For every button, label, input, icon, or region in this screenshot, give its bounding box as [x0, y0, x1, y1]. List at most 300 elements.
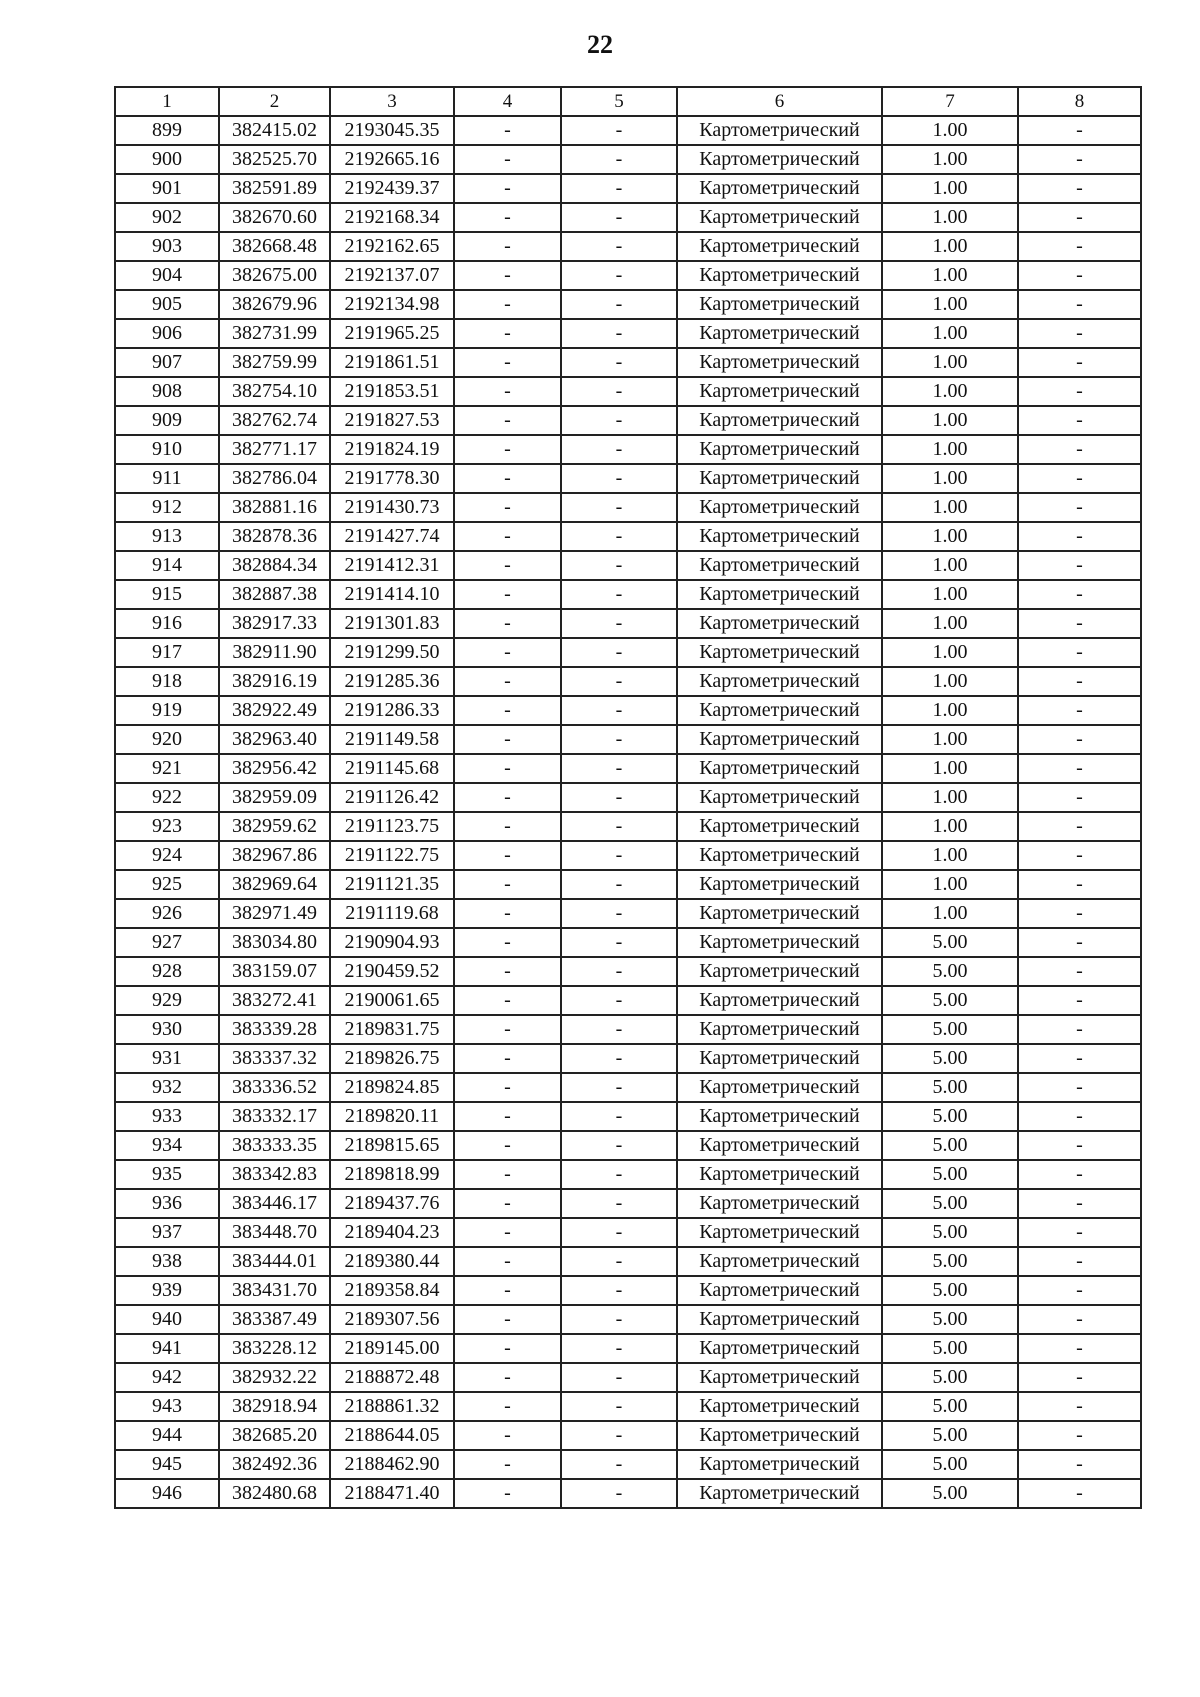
- column-header: 6: [677, 87, 882, 116]
- col4-cell: -: [454, 377, 561, 406]
- accuracy-cell: 5.00: [882, 1305, 1018, 1334]
- col8-cell: -: [1018, 609, 1141, 638]
- point-number-cell: 944: [115, 1421, 219, 1450]
- coord-x-cell: 382492.36: [219, 1450, 330, 1479]
- method-cell: Картометрический: [677, 348, 882, 377]
- table-body: [115, 116, 1141, 1508]
- col8-cell: -: [1018, 174, 1141, 203]
- accuracy-cell: 1.00: [882, 783, 1018, 812]
- col4-cell: -: [454, 435, 561, 464]
- col8-cell: -: [1018, 783, 1141, 812]
- table-row: [115, 1044, 1141, 1073]
- point-number-cell: 904: [115, 261, 219, 290]
- table-row: [115, 1276, 1141, 1305]
- col4-cell: -: [454, 261, 561, 290]
- col8-cell: -: [1018, 116, 1141, 145]
- col5-cell: -: [561, 406, 677, 435]
- col4-cell: -: [454, 696, 561, 725]
- coord-x-cell: 382967.86: [219, 841, 330, 870]
- col8-cell: -: [1018, 1044, 1141, 1073]
- method-cell: Картометрический: [677, 1479, 882, 1508]
- table-row: [115, 580, 1141, 609]
- method-cell: Картометрический: [677, 580, 882, 609]
- coord-y-cell: 2188872.48: [330, 1363, 454, 1392]
- col5-cell: -: [561, 1392, 677, 1421]
- col8-cell: -: [1018, 1073, 1141, 1102]
- table-row: [115, 261, 1141, 290]
- col5-cell: -: [561, 116, 677, 145]
- col5-cell: -: [561, 1189, 677, 1218]
- method-cell: Картометрический: [677, 1276, 882, 1305]
- point-number-cell: 902: [115, 203, 219, 232]
- point-number-cell: 907: [115, 348, 219, 377]
- col8-cell: -: [1018, 1189, 1141, 1218]
- accuracy-cell: 5.00: [882, 1479, 1018, 1508]
- col8-cell: -: [1018, 435, 1141, 464]
- coord-y-cell: 2191126.42: [330, 783, 454, 812]
- col4-cell: -: [454, 1392, 561, 1421]
- col8-cell: -: [1018, 290, 1141, 319]
- accuracy-cell: 1.00: [882, 841, 1018, 870]
- col4-cell: -: [454, 406, 561, 435]
- method-cell: Картометрический: [677, 464, 882, 493]
- method-cell: Картометрический: [677, 1392, 882, 1421]
- col5-cell: -: [561, 1479, 677, 1508]
- col4-cell: -: [454, 638, 561, 667]
- col4-cell: -: [454, 464, 561, 493]
- coord-x-cell: 382675.00: [219, 261, 330, 290]
- point-number-cell: 913: [115, 522, 219, 551]
- method-cell: Картометрический: [677, 145, 882, 174]
- table-row: [115, 928, 1141, 957]
- method-cell: Картометрический: [677, 1015, 882, 1044]
- table-row: [115, 783, 1141, 812]
- method-cell: Картометрический: [677, 1421, 882, 1450]
- col8-cell: -: [1018, 1131, 1141, 1160]
- coord-x-cell: 383339.28: [219, 1015, 330, 1044]
- coord-x-cell: 382771.17: [219, 435, 330, 464]
- point-number-cell: 906: [115, 319, 219, 348]
- coord-y-cell: 2191122.75: [330, 841, 454, 870]
- method-cell: Картометрический: [677, 1305, 882, 1334]
- coord-y-cell: 2189826.75: [330, 1044, 454, 1073]
- coord-x-cell: 382754.10: [219, 377, 330, 406]
- coord-y-cell: 2191853.51: [330, 377, 454, 406]
- col4-cell: -: [454, 725, 561, 754]
- coord-y-cell: 2192439.37: [330, 174, 454, 203]
- table-row: [115, 1392, 1141, 1421]
- col5-cell: -: [561, 870, 677, 899]
- col5-cell: -: [561, 522, 677, 551]
- accuracy-cell: 1.00: [882, 899, 1018, 928]
- point-number-cell: 926: [115, 899, 219, 928]
- accuracy-cell: 5.00: [882, 928, 1018, 957]
- col5-cell: -: [561, 261, 677, 290]
- col8-cell: -: [1018, 493, 1141, 522]
- table-row: [115, 435, 1141, 464]
- column-header: 8: [1018, 87, 1141, 116]
- accuracy-cell: 1.00: [882, 725, 1018, 754]
- point-number-cell: 916: [115, 609, 219, 638]
- coord-y-cell: 2191299.50: [330, 638, 454, 667]
- accuracy-cell: 1.00: [882, 174, 1018, 203]
- col4-cell: -: [454, 957, 561, 986]
- col4-cell: -: [454, 551, 561, 580]
- col8-cell: -: [1018, 580, 1141, 609]
- col5-cell: -: [561, 174, 677, 203]
- coord-x-cell: 382525.70: [219, 145, 330, 174]
- accuracy-cell: 1.00: [882, 348, 1018, 377]
- coord-x-cell: 382415.02: [219, 116, 330, 145]
- col4-cell: -: [454, 1363, 561, 1392]
- table-row: [115, 986, 1141, 1015]
- table-row: [115, 1421, 1141, 1450]
- coord-y-cell: 2189145.00: [330, 1334, 454, 1363]
- col5-cell: -: [561, 1073, 677, 1102]
- col8-cell: -: [1018, 870, 1141, 899]
- col5-cell: -: [561, 1334, 677, 1363]
- point-number-cell: 922: [115, 783, 219, 812]
- accuracy-cell: 1.00: [882, 812, 1018, 841]
- table-row: [115, 1305, 1141, 1334]
- col4-cell: -: [454, 812, 561, 841]
- accuracy-cell: 1.00: [882, 145, 1018, 174]
- coord-x-cell: 383333.35: [219, 1131, 330, 1160]
- coord-x-cell: 382917.33: [219, 609, 330, 638]
- col8-cell: -: [1018, 551, 1141, 580]
- coord-y-cell: 2191301.83: [330, 609, 454, 638]
- coord-y-cell: 2193045.35: [330, 116, 454, 145]
- col5-cell: -: [561, 696, 677, 725]
- page-number: 22: [587, 30, 613, 59]
- point-number-cell: 912: [115, 493, 219, 522]
- point-number-cell: 901: [115, 174, 219, 203]
- coord-y-cell: 2191778.30: [330, 464, 454, 493]
- accuracy-cell: 5.00: [882, 1160, 1018, 1189]
- point-number-cell: 918: [115, 667, 219, 696]
- table-row: [115, 1450, 1141, 1479]
- coord-x-cell: 383332.17: [219, 1102, 330, 1131]
- method-cell: Картометрический: [677, 174, 882, 203]
- coord-y-cell: 2191827.53: [330, 406, 454, 435]
- coord-x-cell: 382685.20: [219, 1421, 330, 1450]
- coord-x-cell: 382881.16: [219, 493, 330, 522]
- col8-cell: -: [1018, 464, 1141, 493]
- col8-cell: -: [1018, 261, 1141, 290]
- method-cell: Картометрический: [677, 783, 882, 812]
- point-number-cell: 930: [115, 1015, 219, 1044]
- coord-y-cell: 2192134.98: [330, 290, 454, 319]
- col8-cell: -: [1018, 812, 1141, 841]
- col5-cell: -: [561, 1218, 677, 1247]
- coordinates-table: [114, 86, 1142, 1509]
- point-number-cell: 943: [115, 1392, 219, 1421]
- point-number-cell: 914: [115, 551, 219, 580]
- accuracy-cell: 5.00: [882, 1189, 1018, 1218]
- coord-x-cell: 382922.49: [219, 696, 330, 725]
- col8-cell: -: [1018, 841, 1141, 870]
- method-cell: Картометрический: [677, 986, 882, 1015]
- accuracy-cell: 5.00: [882, 1015, 1018, 1044]
- coord-y-cell: 2190904.93: [330, 928, 454, 957]
- column-header: 3: [330, 87, 454, 116]
- col4-cell: -: [454, 348, 561, 377]
- coord-y-cell: 2191119.68: [330, 899, 454, 928]
- coord-y-cell: 2189307.56: [330, 1305, 454, 1334]
- method-cell: Картометрический: [677, 870, 882, 899]
- point-number-cell: 927: [115, 928, 219, 957]
- point-number-cell: 935: [115, 1160, 219, 1189]
- coord-x-cell: 383387.49: [219, 1305, 330, 1334]
- table-row: [115, 1160, 1141, 1189]
- coord-y-cell: 2191145.68: [330, 754, 454, 783]
- col5-cell: -: [561, 957, 677, 986]
- point-number-cell: 929: [115, 986, 219, 1015]
- accuracy-cell: 5.00: [882, 986, 1018, 1015]
- col5-cell: -: [561, 638, 677, 667]
- col4-cell: -: [454, 580, 561, 609]
- method-cell: Картометрический: [677, 754, 882, 783]
- coord-x-cell: 382918.94: [219, 1392, 330, 1421]
- col5-cell: -: [561, 754, 677, 783]
- coord-y-cell: 2188644.05: [330, 1421, 454, 1450]
- coord-x-cell: 382911.90: [219, 638, 330, 667]
- coord-y-cell: 2192137.07: [330, 261, 454, 290]
- coord-y-cell: 2189824.85: [330, 1073, 454, 1102]
- table-row: [115, 174, 1141, 203]
- method-cell: Картометрический: [677, 812, 882, 841]
- coord-x-cell: 382959.09: [219, 783, 330, 812]
- method-cell: Картометрический: [677, 116, 882, 145]
- col4-cell: -: [454, 1334, 561, 1363]
- coord-y-cell: 2189437.76: [330, 1189, 454, 1218]
- coord-y-cell: 2189818.99: [330, 1160, 454, 1189]
- coord-y-cell: 2191285.36: [330, 667, 454, 696]
- col4-cell: -: [454, 1450, 561, 1479]
- method-cell: Картометрический: [677, 957, 882, 986]
- column-header: 7: [882, 87, 1018, 116]
- col8-cell: -: [1018, 232, 1141, 261]
- col5-cell: -: [561, 377, 677, 406]
- table-row: [115, 1102, 1141, 1131]
- col5-cell: -: [561, 1450, 677, 1479]
- col5-cell: -: [561, 1276, 677, 1305]
- point-number-cell: 919: [115, 696, 219, 725]
- col5-cell: -: [561, 986, 677, 1015]
- method-cell: Картометрический: [677, 435, 882, 464]
- col4-cell: -: [454, 1189, 561, 1218]
- coord-x-cell: 383034.80: [219, 928, 330, 957]
- method-cell: Картометрический: [677, 899, 882, 928]
- col5-cell: -: [561, 580, 677, 609]
- method-cell: Картометрический: [677, 1247, 882, 1276]
- point-number-cell: 934: [115, 1131, 219, 1160]
- col8-cell: -: [1018, 1218, 1141, 1247]
- col8-cell: -: [1018, 319, 1141, 348]
- accuracy-cell: 5.00: [882, 1421, 1018, 1450]
- coord-x-cell: 382762.74: [219, 406, 330, 435]
- col8-cell: -: [1018, 348, 1141, 377]
- accuracy-cell: 1.00: [882, 464, 1018, 493]
- point-number-cell: 921: [115, 754, 219, 783]
- col4-cell: -: [454, 232, 561, 261]
- table-row: [115, 1247, 1141, 1276]
- method-cell: Картометрический: [677, 1334, 882, 1363]
- method-cell: Картометрический: [677, 1160, 882, 1189]
- col5-cell: -: [561, 812, 677, 841]
- col8-cell: -: [1018, 899, 1141, 928]
- method-cell: Картометрический: [677, 1363, 882, 1392]
- col4-cell: -: [454, 609, 561, 638]
- method-cell: Картометрический: [677, 1218, 882, 1247]
- coord-x-cell: 383446.17: [219, 1189, 330, 1218]
- col4-cell: -: [454, 783, 561, 812]
- col4-cell: -: [454, 841, 561, 870]
- table-row: [115, 406, 1141, 435]
- coord-x-cell: 382679.96: [219, 290, 330, 319]
- accuracy-cell: 1.00: [882, 580, 1018, 609]
- col4-cell: -: [454, 493, 561, 522]
- coord-x-cell: 383337.32: [219, 1044, 330, 1073]
- accuracy-cell: 1.00: [882, 319, 1018, 348]
- point-number-cell: 923: [115, 812, 219, 841]
- col5-cell: -: [561, 145, 677, 174]
- coord-x-cell: 383159.07: [219, 957, 330, 986]
- col5-cell: -: [561, 783, 677, 812]
- col5-cell: -: [561, 841, 677, 870]
- col5-cell: -: [561, 290, 677, 319]
- point-number-cell: 915: [115, 580, 219, 609]
- point-number-cell: 942: [115, 1363, 219, 1392]
- col8-cell: -: [1018, 1102, 1141, 1131]
- table-row: [115, 348, 1141, 377]
- point-number-cell: 936: [115, 1189, 219, 1218]
- col5-cell: -: [561, 1421, 677, 1450]
- col4-cell: -: [454, 899, 561, 928]
- col4-cell: -: [454, 986, 561, 1015]
- coord-y-cell: 2192168.34: [330, 203, 454, 232]
- method-cell: Картометрический: [677, 1073, 882, 1102]
- table-row: [115, 232, 1141, 261]
- point-number-cell: 941: [115, 1334, 219, 1363]
- col4-cell: -: [454, 1015, 561, 1044]
- accuracy-cell: 1.00: [882, 377, 1018, 406]
- point-number-cell: 940: [115, 1305, 219, 1334]
- coord-x-cell: 382884.34: [219, 551, 330, 580]
- table-row: [115, 899, 1141, 928]
- col4-cell: -: [454, 870, 561, 899]
- table-row: [115, 841, 1141, 870]
- col4-cell: -: [454, 1102, 561, 1131]
- accuracy-cell: 1.00: [882, 493, 1018, 522]
- col5-cell: -: [561, 551, 677, 580]
- point-number-cell: 932: [115, 1073, 219, 1102]
- col5-cell: -: [561, 1044, 677, 1073]
- coord-x-cell: 382731.99: [219, 319, 330, 348]
- coord-x-cell: 382932.22: [219, 1363, 330, 1392]
- coord-y-cell: 2189380.44: [330, 1247, 454, 1276]
- coord-x-cell: 383448.70: [219, 1218, 330, 1247]
- col8-cell: -: [1018, 1421, 1141, 1450]
- point-number-cell: 917: [115, 638, 219, 667]
- method-cell: Картометрический: [677, 377, 882, 406]
- accuracy-cell: 5.00: [882, 1276, 1018, 1305]
- col4-cell: -: [454, 1160, 561, 1189]
- col5-cell: -: [561, 1131, 677, 1160]
- accuracy-cell: 1.00: [882, 203, 1018, 232]
- col8-cell: -: [1018, 1247, 1141, 1276]
- col8-cell: -: [1018, 986, 1141, 1015]
- coord-y-cell: 2191412.31: [330, 551, 454, 580]
- col5-cell: -: [561, 725, 677, 754]
- table-row: [115, 1479, 1141, 1508]
- col8-cell: -: [1018, 638, 1141, 667]
- col5-cell: -: [561, 667, 677, 696]
- method-cell: Картометрический: [677, 493, 882, 522]
- col4-cell: -: [454, 1421, 561, 1450]
- coord-y-cell: 2189358.84: [330, 1276, 454, 1305]
- col4-cell: -: [454, 1305, 561, 1334]
- method-cell: Картометрический: [677, 1044, 882, 1073]
- col5-cell: -: [561, 1160, 677, 1189]
- coord-x-cell: 382668.48: [219, 232, 330, 261]
- col4-cell: -: [454, 319, 561, 348]
- method-cell: Картометрический: [677, 203, 882, 232]
- col4-cell: -: [454, 522, 561, 551]
- table-row: [115, 725, 1141, 754]
- accuracy-cell: 1.00: [882, 667, 1018, 696]
- point-number-cell: 903: [115, 232, 219, 261]
- coord-x-cell: 383431.70: [219, 1276, 330, 1305]
- method-cell: Картометрический: [677, 1189, 882, 1218]
- table-row: [115, 609, 1141, 638]
- coord-y-cell: 2191123.75: [330, 812, 454, 841]
- table-row: [115, 1073, 1141, 1102]
- coord-x-cell: 383444.01: [219, 1247, 330, 1276]
- col5-cell: -: [561, 1015, 677, 1044]
- method-cell: Картометрический: [677, 232, 882, 261]
- table-row: [115, 1363, 1141, 1392]
- coord-x-cell: 382971.49: [219, 899, 330, 928]
- col5-cell: -: [561, 1305, 677, 1334]
- table-row: [115, 638, 1141, 667]
- coord-y-cell: 2188462.90: [330, 1450, 454, 1479]
- table-row: [115, 551, 1141, 580]
- col8-cell: -: [1018, 406, 1141, 435]
- coord-x-cell: 382956.42: [219, 754, 330, 783]
- method-cell: Картометрический: [677, 522, 882, 551]
- coord-y-cell: 2191414.10: [330, 580, 454, 609]
- col5-cell: -: [561, 1102, 677, 1131]
- table-row: [115, 812, 1141, 841]
- accuracy-cell: 5.00: [882, 1247, 1018, 1276]
- col4-cell: -: [454, 928, 561, 957]
- point-number-cell: 920: [115, 725, 219, 754]
- method-cell: Картометрический: [677, 290, 882, 319]
- coord-y-cell: 2189404.23: [330, 1218, 454, 1247]
- col5-cell: -: [561, 464, 677, 493]
- table-row: [115, 870, 1141, 899]
- accuracy-cell: 5.00: [882, 1334, 1018, 1363]
- col4-cell: -: [454, 1131, 561, 1160]
- coord-x-cell: 382759.99: [219, 348, 330, 377]
- col8-cell: -: [1018, 1479, 1141, 1508]
- coord-x-cell: 382963.40: [219, 725, 330, 754]
- accuracy-cell: 1.00: [882, 261, 1018, 290]
- accuracy-cell: 1.00: [882, 406, 1018, 435]
- method-cell: Картометрический: [677, 1131, 882, 1160]
- point-number-cell: 908: [115, 377, 219, 406]
